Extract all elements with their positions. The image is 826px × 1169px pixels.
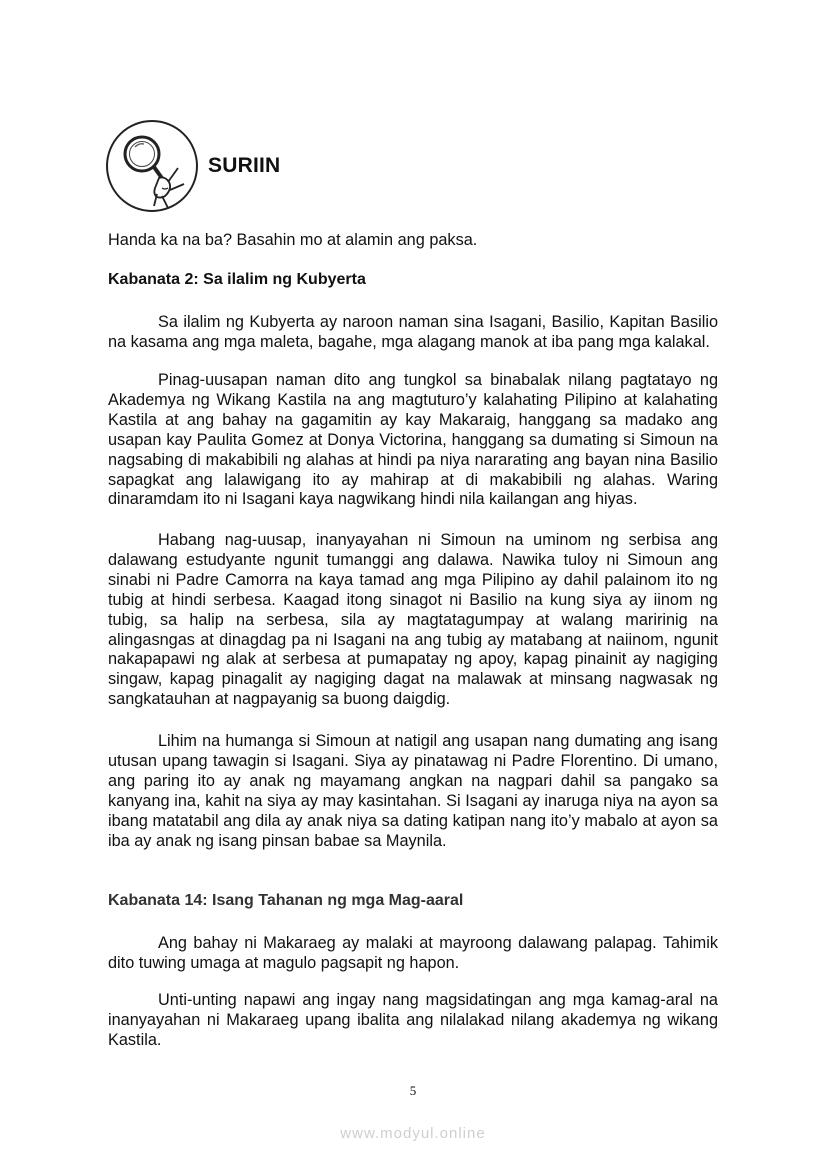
paragraph: Unti-unting napawi ang ingay nang magsidatingan ang mga kamag-aral na inanyayahan ni Makaraeg upang ibalita ang nilalakad nilang akademya ng wikang Kastila. — [108, 991, 718, 1049]
paragraph: Lihim na humanga si Simoun at natigil ang usapan nang dumating ang isang utusan upang tawagin si Isagani. Siya ay pinatawag ni Padre Florentino. Di umano, ang paring ito ay anak ng mayamang angkan na nagpari dahil sa pangako sa kanyang ina, kahit na siya ay may kasintahan. Si Isagani ay inaruga niya na ayon sa ibang matatabil ang dila ay anak niya sa dating katipan nang ito’y mabalo at ayon sa iba ay anak ng isang pinsan babae sa Maynila. — [108, 732, 718, 850]
page-number: 5 — [409, 1083, 417, 1098]
paragraph: Habang nag-uusap, inanyayahan ni Simoun na uminom ng serbisa ang dalawang estudyante ngunit tumanggi ang dalawa. Nawika tuloy ni Simoun ang sinabi ni Padre Camorra na kaya tamad ang mga Pilipino ay dahil palainom ito ng tubig at hindi serbesa. Kaagad itong sinagot ni Basilio na kung siya ay iinom ng tubig, sa halip na serbesa, sila ay magtatagumpay at walang maririnig na alingasngas at dinagdag pa ni Isagani na ang tubig ay matabang at naiinom, ngunit nakapapawi ng alak at serbesa at pumapatay ng apoy, kapag pinainit ay nagiging singaw, kapag pinagalit ay nagiging dagat na malawak at minsang nagwasak ng sangkatauhan at nagpayanig sa buong daigdig. — [108, 531, 718, 709]
paragraph: Ang bahay ni Makaraeg ay malaki at mayroong dalawang palapag. Tahimik dito tuwing umaga at magulo pagsapit ng hapon. — [108, 934, 718, 972]
magnifying-glass-icon — [104, 118, 200, 214]
paragraph: Pinag-uusapan naman dito ang tungkol sa binabalak nilang pagtatayo ng Akademya ng Wikang Kastila na ang magtuturo’y kalahating Pilipino at kalahating Kastila at ang bahay na gagamitin ay kay Makaraig, hanggang sa madako ang usapan kay Paulita Gomez at Donya Victorina, hanggang sa dumating si Simoun na nagsabing di makabibili ng alahas at hindi pa niya nararating ang bayan nina Basilio sapagkat ang lalawigang ito ay mahirap at di makabibili ng alahas. Waring dinaramdam ito ni Isagani kaya nagwikang hindi nila kailangan ang hiyas. — [108, 371, 718, 509]
intro-text: Handa ka na ba? Basahin mo at alamin ang paksa. — [108, 231, 478, 249]
paragraph: Sa ilalim ng Kubyerta ay naroon naman sina Isagani, Basilio, Kapitan Basilio na kasama ang mga maleta, bagahe, mga alagang manok at iba pang mga kalakal. — [108, 313, 718, 351]
section-title: SURIIN — [208, 154, 281, 177]
chapter-heading: Kabanata 2: Sa ilalim ng Kubyerta — [108, 271, 366, 288]
chapter-heading: Kabanata 14: Isang Tahanan ng mga Mag-aaral — [108, 892, 464, 909]
watermark: www.modyul.online — [340, 1125, 486, 1142]
